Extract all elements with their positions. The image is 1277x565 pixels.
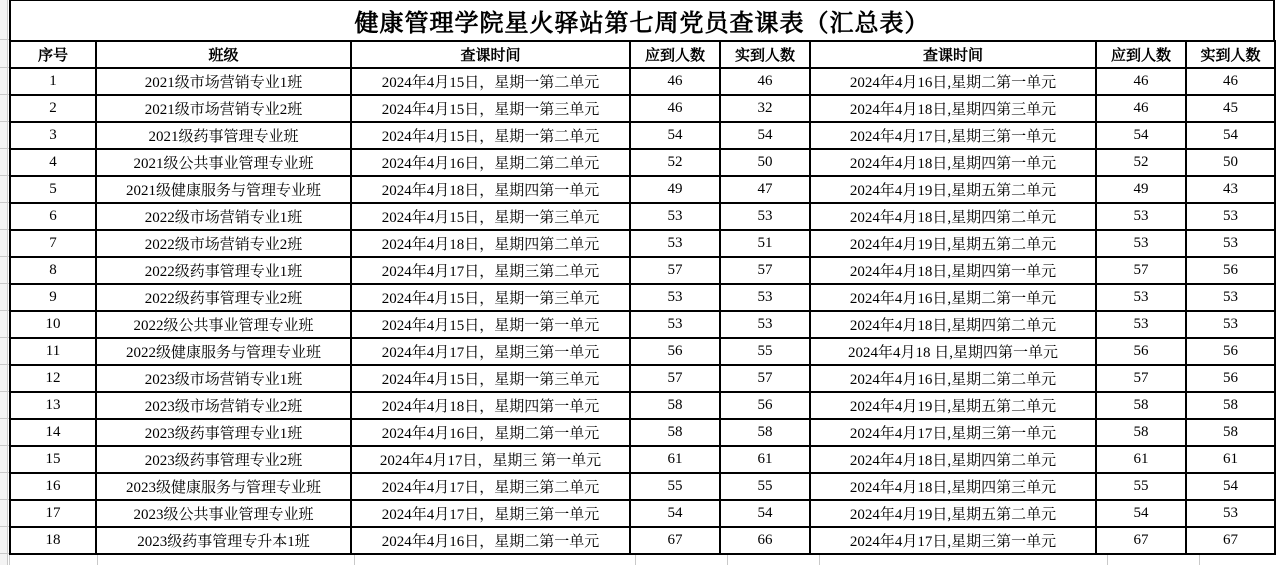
cell[interactable]: 11	[10, 338, 96, 365]
cell[interactable]: 54	[630, 500, 720, 527]
cell[interactable]: 53	[720, 203, 810, 230]
cell[interactable]: 2024年4月17日，星期三第一单元	[351, 500, 630, 527]
cell[interactable]: 2021级公共事业管理专业班	[96, 149, 351, 176]
cell[interactable]: 32	[720, 95, 810, 122]
cell[interactable]: 51	[720, 230, 810, 257]
cell[interactable]: 2024年4月17日,星期三第一单元	[810, 122, 1096, 149]
cell[interactable]: 12	[10, 365, 96, 392]
cell[interactable]: 2024年4月16日,星期二第二单元	[810, 365, 1096, 392]
cell[interactable]: 2023级健康服务与管理专业班	[96, 473, 351, 500]
cell[interactable]: 53	[1186, 500, 1275, 527]
table-row	[10, 338, 1275, 365]
cell[interactable]: 2023级药事管理专升本1班	[96, 527, 351, 554]
gridline	[0, 337, 9, 338]
cell[interactable]: 58	[1186, 419, 1275, 446]
cell[interactable]: 67	[1096, 527, 1186, 554]
cell[interactable]: 61	[1186, 446, 1275, 473]
cell[interactable]: 7	[10, 230, 96, 257]
cell[interactable]: 53	[630, 203, 720, 230]
cell[interactable]: 2024年4月15日，星期一第二单元	[351, 122, 630, 149]
cell[interactable]: 58	[630, 392, 720, 419]
gridline	[0, 418, 9, 419]
header-cell[interactable]: 实到人数	[720, 41, 810, 68]
gridline	[0, 499, 9, 500]
cell[interactable]: 2023级药事管理专业1班	[96, 419, 351, 446]
gridline	[635, 555, 636, 565]
cell[interactable]: 2022级健康服务与管理专业班	[96, 338, 351, 365]
cell[interactable]: 2024年4月18日，星期四第二单元	[351, 230, 630, 257]
cell[interactable]: 2024年4月16日,星期二第一单元	[810, 68, 1096, 95]
cell[interactable]: 1	[10, 68, 96, 95]
cell[interactable]: 57	[720, 365, 810, 392]
gridline	[1199, 555, 1200, 565]
gridline	[0, 526, 9, 527]
cell[interactable]: 50	[720, 149, 810, 176]
gridline	[0, 391, 9, 392]
cell[interactable]: 53	[1096, 203, 1186, 230]
cell[interactable]: 13	[10, 392, 96, 419]
table-header	[10, 41, 1275, 68]
cell[interactable]: 54	[1096, 122, 1186, 149]
cell[interactable]: 58	[1186, 392, 1275, 419]
cell[interactable]: 52	[1096, 149, 1186, 176]
cell[interactable]: 54	[720, 122, 810, 149]
cell[interactable]: 53	[1186, 230, 1275, 257]
cell[interactable]: 54	[1186, 122, 1275, 149]
gridline	[0, 148, 9, 149]
cell[interactable]: 2024年4月17日，星期三第一单元	[351, 338, 630, 365]
cell[interactable]: 2024年4月18日，星期四第一单元	[351, 392, 630, 419]
gridline	[0, 553, 9, 554]
cell[interactable]: 2024年4月18日,星期四第二单元	[810, 446, 1096, 473]
cell[interactable]: 2021级市场营销专业2班	[96, 95, 351, 122]
cell[interactable]: 2024年4月18 日,星期四第一单元	[810, 338, 1096, 365]
cell[interactable]: 53	[720, 311, 810, 338]
table-row	[10, 122, 1275, 149]
header-cell[interactable]: 应到人数	[630, 41, 720, 68]
cell[interactable]: 66	[720, 527, 810, 554]
table-row	[10, 527, 1275, 554]
cell[interactable]: 2024年4月15日，星期一第三单元	[351, 365, 630, 392]
gridline	[0, 283, 9, 284]
gridline	[0, 472, 9, 473]
cell[interactable]: 2024年4月16日，星期二第二单元	[351, 149, 630, 176]
cell[interactable]: 52	[630, 149, 720, 176]
table-row	[10, 473, 1275, 500]
cell[interactable]: 53	[1096, 230, 1186, 257]
cell[interactable]: 2022级市场营销专业1班	[96, 203, 351, 230]
cell[interactable]: 2022级市场营销专业2班	[96, 230, 351, 257]
cell[interactable]: 45	[1186, 95, 1275, 122]
header-row	[10, 41, 1275, 68]
cell[interactable]: 2023级公共事业管理专业班	[96, 500, 351, 527]
gridline	[97, 555, 98, 565]
cell[interactable]: 57	[1096, 365, 1186, 392]
cell[interactable]: 2	[10, 95, 96, 122]
cell[interactable]: 43	[1186, 176, 1275, 203]
cell[interactable]: 56	[1096, 338, 1186, 365]
cell[interactable]: 2023级药事管理专业2班	[96, 446, 351, 473]
gridline	[0, 121, 9, 122]
cell[interactable]: 56	[1186, 365, 1275, 392]
cell[interactable]: 15	[10, 446, 96, 473]
cell[interactable]: 2024年4月18日,星期四第一单元	[810, 149, 1096, 176]
cell[interactable]: 67	[630, 527, 720, 554]
header-cell[interactable]: 应到人数	[1096, 41, 1186, 68]
cell[interactable]: 2024年4月15日，星期一第二单元	[351, 68, 630, 95]
cell[interactable]: 56	[720, 392, 810, 419]
header-cell[interactable]: 班级	[96, 41, 351, 68]
cell[interactable]: 56	[1186, 257, 1275, 284]
gridline	[0, 310, 9, 311]
cell[interactable]: 53	[1096, 284, 1186, 311]
table-row	[10, 446, 1275, 473]
gridline	[0, 94, 9, 95]
cell[interactable]: 57	[630, 257, 720, 284]
cell[interactable]: 53	[1186, 284, 1275, 311]
cell[interactable]: 58	[630, 419, 720, 446]
cell[interactable]: 4	[10, 149, 96, 176]
table-row	[10, 68, 1275, 95]
cell[interactable]: 61	[1096, 446, 1186, 473]
table-row	[10, 176, 1275, 203]
table-row	[10, 95, 1275, 122]
cell[interactable]: 53	[1186, 311, 1275, 338]
gridline	[0, 175, 9, 176]
cell[interactable]: 2024年4月19日,星期五第二单元	[810, 392, 1096, 419]
gridline	[354, 555, 355, 565]
cell[interactable]: 57	[720, 257, 810, 284]
cell[interactable]: 2024年4月15日，星期一第三单元	[351, 284, 630, 311]
gridline	[0, 202, 9, 203]
cell[interactable]: 2024年4月18日，星期四第一单元	[351, 176, 630, 203]
table-row	[10, 257, 1275, 284]
cell[interactable]: 2024年4月18日,星期四第二单元	[810, 203, 1096, 230]
table-row	[10, 203, 1275, 230]
cell[interactable]: 2024年4月16日，星期二第一单元	[351, 527, 630, 554]
cell[interactable]: 2024年4月18日,星期四第三单元	[810, 473, 1096, 500]
cell[interactable]: 2024年4月17日,星期三第一单元	[810, 527, 1096, 554]
cell[interactable]: 46	[1096, 95, 1186, 122]
cell[interactable]: 2024年4月16日，星期二第一单元	[351, 419, 630, 446]
cell[interactable]: 2022级公共事业管理专业班	[96, 311, 351, 338]
cell[interactable]: 8	[10, 257, 96, 284]
cell[interactable]: 2024年4月15日，星期一第三单元	[351, 203, 630, 230]
cell[interactable]: 2024年4月18日,星期四第二单元	[810, 311, 1096, 338]
cell[interactable]: 2021级健康服务与管理专业班	[96, 176, 351, 203]
cell[interactable]: 54	[1186, 473, 1275, 500]
cell[interactable]: 46	[1186, 68, 1275, 95]
cell[interactable]: 58	[1096, 419, 1186, 446]
table-row	[10, 284, 1275, 311]
cell[interactable]: 55	[630, 473, 720, 500]
cell[interactable]: 2024年4月17日，星期三第二单元	[351, 257, 630, 284]
gridline	[0, 445, 9, 446]
gridline	[819, 555, 820, 565]
cell[interactable]: 54	[1096, 500, 1186, 527]
cell[interactable]: 2024年4月17日,星期三第一单元	[810, 419, 1096, 446]
cell[interactable]: 18	[10, 527, 96, 554]
table-row	[10, 392, 1275, 419]
cell[interactable]: 53	[630, 311, 720, 338]
gridline	[0, 364, 9, 365]
cell[interactable]: 53	[630, 230, 720, 257]
cell[interactable]: 54	[630, 122, 720, 149]
cell[interactable]: 17	[10, 500, 96, 527]
cell[interactable]: 56	[1186, 338, 1275, 365]
header-cell[interactable]: 序号	[10, 41, 96, 68]
cell[interactable]: 49	[1096, 176, 1186, 203]
cell[interactable]: 57	[630, 365, 720, 392]
cell[interactable]: 46	[630, 68, 720, 95]
cell[interactable]: 10	[10, 311, 96, 338]
cell[interactable]: 2021级市场营销专业1班	[96, 68, 351, 95]
cell[interactable]: 46	[630, 95, 720, 122]
cell[interactable]: 47	[720, 176, 810, 203]
gridline	[0, 256, 9, 257]
cell[interactable]: 2024年4月19日,星期五第二单元	[810, 230, 1096, 257]
cell[interactable]: 2024年4月19日,星期五第二单元	[810, 500, 1096, 527]
cell[interactable]: 16	[10, 473, 96, 500]
cell[interactable]: 9	[10, 284, 96, 311]
cell[interactable]: 58	[1096, 392, 1186, 419]
cell[interactable]: 57	[1096, 257, 1186, 284]
gridline	[0, 39, 9, 40]
cell[interactable]: 55	[720, 338, 810, 365]
cell[interactable]: 2024年4月19日,星期五第二单元	[810, 176, 1096, 203]
cell[interactable]: 56	[630, 338, 720, 365]
cell[interactable]: 6	[10, 203, 96, 230]
cell[interactable]: 2021级药事管理专业班	[96, 122, 351, 149]
cell[interactable]: 2024年4月15日，星期一第一单元	[351, 311, 630, 338]
table-row	[10, 311, 1275, 338]
cell[interactable]: 2024年4月15日，星期一第三单元	[351, 95, 630, 122]
cell[interactable]: 53	[1186, 203, 1275, 230]
cell[interactable]: 54	[720, 500, 810, 527]
summary-table	[9, 40, 1276, 555]
cell[interactable]: 3	[10, 122, 96, 149]
cell[interactable]: 2024年4月17日，星期三 第一单元	[351, 446, 630, 473]
table-row	[10, 500, 1275, 527]
cell[interactable]: 2022级药事管理专业2班	[96, 284, 351, 311]
gridline	[1107, 555, 1108, 565]
cell[interactable]: 67	[1186, 527, 1275, 554]
cell[interactable]: 61	[720, 446, 810, 473]
cell[interactable]: 53	[720, 284, 810, 311]
cell[interactable]: 53	[1096, 311, 1186, 338]
cell[interactable]: 50	[1186, 149, 1275, 176]
cell[interactable]: 2023级市场营销专业1班	[96, 365, 351, 392]
cell[interactable]: 46	[1096, 68, 1186, 95]
gridline	[9, 555, 10, 565]
cell[interactable]: 46	[720, 68, 810, 95]
cell[interactable]: 2022级药事管理专业1班	[96, 257, 351, 284]
cell[interactable]: 61	[630, 446, 720, 473]
cell[interactable]: 2024年4月18日,星期四第一单元	[810, 257, 1096, 284]
table-row	[10, 365, 1275, 392]
table-row	[10, 230, 1275, 257]
cell[interactable]: 2024年4月17日，星期三第二单元	[351, 473, 630, 500]
cell[interactable]: 2023级市场营销专业2班	[96, 392, 351, 419]
cell[interactable]: 55	[720, 473, 810, 500]
cell[interactable]: 14	[10, 419, 96, 446]
cell[interactable]: 53	[630, 284, 720, 311]
table-row	[10, 149, 1275, 176]
table-row	[10, 419, 1275, 446]
gridline	[727, 555, 728, 565]
header-cell[interactable]: 查课时间	[810, 41, 1096, 68]
cell[interactable]: 49	[630, 176, 720, 203]
header-cell[interactable]: 实到人数	[1186, 41, 1275, 68]
gridline	[0, 67, 9, 68]
gridline	[0, 229, 9, 230]
header-cell[interactable]: 查课时间	[351, 41, 630, 68]
cell[interactable]: 5	[10, 176, 96, 203]
page-title: 健康管理学院星火驿站第七周党员查课表（汇总表）	[9, 0, 1275, 40]
cell[interactable]: 2024年4月16日,星期二第一单元	[810, 284, 1096, 311]
cell[interactable]: 55	[1096, 473, 1186, 500]
cell[interactable]: 2024年4月18日,星期四第三单元	[810, 95, 1096, 122]
cell[interactable]: 58	[720, 419, 810, 446]
